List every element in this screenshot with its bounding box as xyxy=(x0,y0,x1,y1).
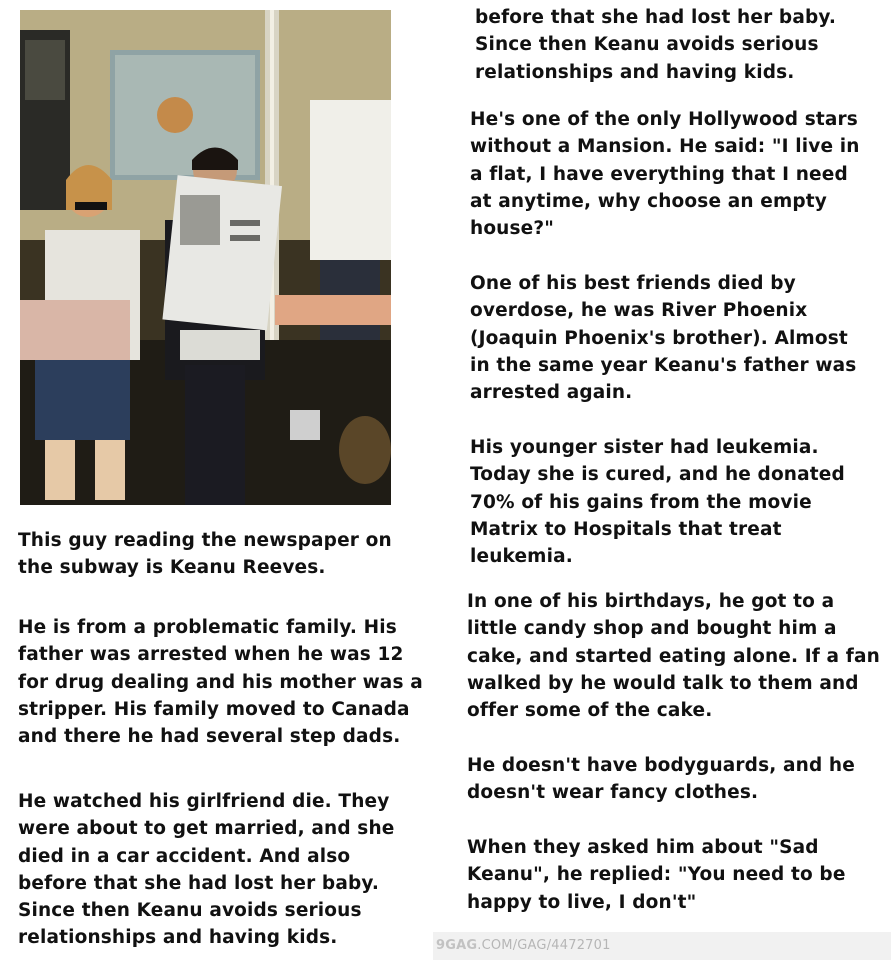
right-paragraph-6: He doesn't have bodyguards, and he doesn't wear fancy clothes. xyxy=(467,755,855,804)
watermark-path: .COM/GAG/4472701 xyxy=(477,938,611,953)
left-paragraph-3: He watched his girlfriend die. They were about to get married, and she died in a car accident. And also before that she had lost her baby. Since then Keanu avoids serious relationships and having kids. xyxy=(18,791,395,949)
subway-photo-illustration xyxy=(20,10,391,505)
subway-photo xyxy=(20,10,391,505)
right-paragraph-7: When they asked him about "Sad Keanu", he replied: "You need to be happy to live, I don't" xyxy=(467,837,846,913)
right-paragraph-5: In one of his birthdays, he got to a little candy shop and bought him a cake, and started eating alone. If a fan walked by he would talk to them and offer some of the cake. xyxy=(467,591,880,722)
left-paragraph-1: This guy reading the newspaper on the subway is Keanu Reeves. xyxy=(18,530,392,579)
right-paragraph-4: His younger sister had leukemia. Today she is cured, and he donated 70% of his gains from the movie Matrix to Hospitals that treat leukemia. xyxy=(470,437,845,568)
watermark-brand: 9GAG xyxy=(436,938,478,953)
left-paragraph-2: He is from a problematic family. His father was arrested when he was 12 for drug dealing and his mother was a stripper. His family moved to Canada and there he had several step dads. xyxy=(18,617,423,748)
right-paragraph-1: before that she had lost her baby. Since then Keanu avoids serious relationships and having kids. xyxy=(475,7,837,83)
watermark-bar xyxy=(433,932,891,960)
right-paragraph-3: One of his best friends died by overdose, he was River Phoenix (Joaquin Phoenix's brother). Almost in the same year Keanu's father was arrested again. xyxy=(470,273,857,404)
right-paragraph-2: He's one of the only Hollywood stars without a Mansion. He said: "I live in a flat, I have everything that I need at anytime, why choose an empty house?" xyxy=(470,109,860,240)
watermark-text[interactable] xyxy=(436,938,611,953)
